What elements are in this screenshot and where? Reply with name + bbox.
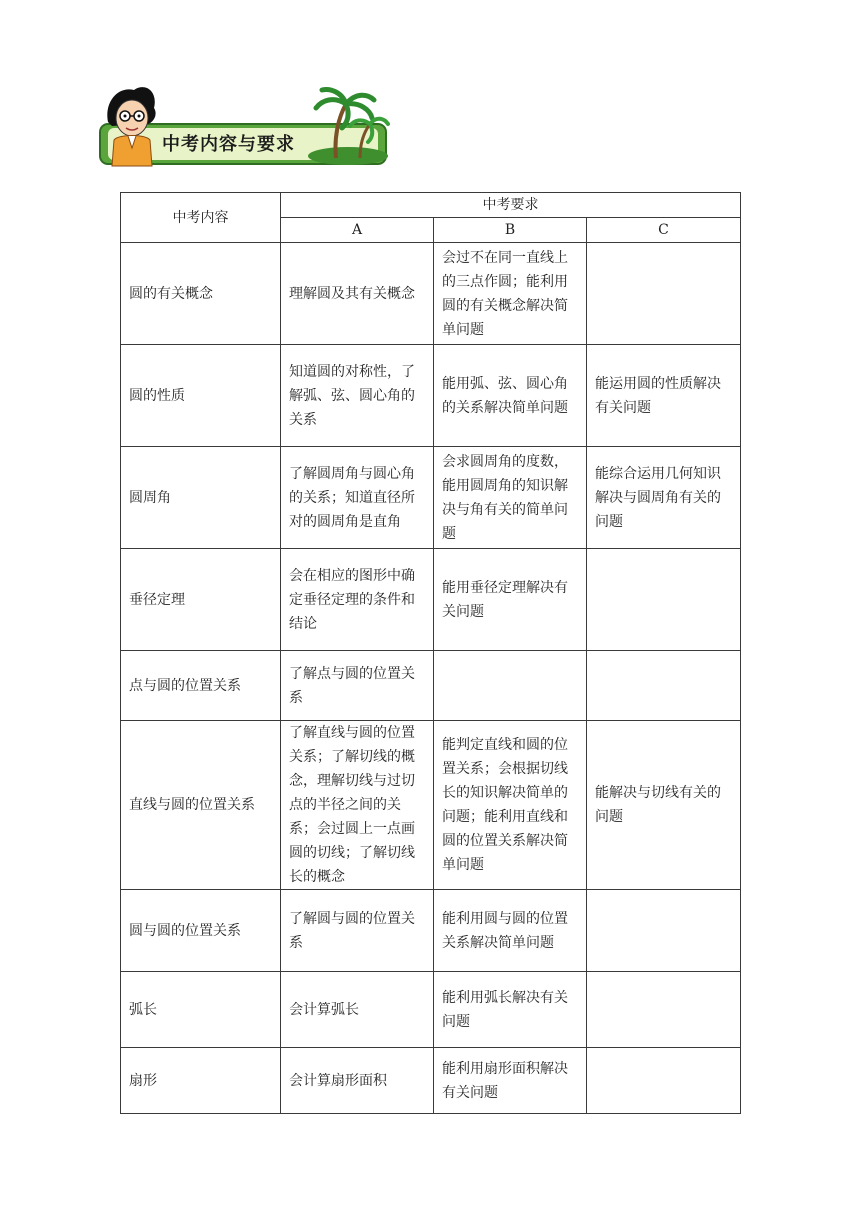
table-row: [121, 1048, 741, 1114]
row-level-b: 能用垂径定理解决有关问题: [434, 549, 587, 651]
table-row: [121, 243, 741, 345]
row-level-a: 了解点与圆的位置关系: [281, 651, 434, 721]
row-topic: 圆的性质: [121, 345, 281, 447]
header-requirements: 中考要求: [281, 193, 741, 218]
row-level-a: 了解圆周角与圆心角的关系；知道直径所对的圆周角是直角: [281, 447, 434, 549]
row-topic: 点与圆的位置关系: [121, 651, 281, 721]
requirements-table: [120, 192, 741, 1114]
table-row: [121, 972, 741, 1048]
row-level-a: 理解圆及其有关概念: [281, 243, 434, 345]
row-topic: 直线与圆的位置关系: [121, 721, 281, 890]
row-level-b: [434, 651, 587, 721]
banner-illustration: [98, 78, 390, 170]
row-topic: 圆的有关概念: [121, 243, 281, 345]
row-level-a: 了解直线与圆的位置关系；了解切线的概念，理解切线与过切点的半径之间的关系；会过圆上一点画圆的切线；了解切线长的概念: [281, 721, 434, 890]
row-level-c: [587, 243, 741, 345]
table-row: [121, 890, 741, 972]
row-level-b: 能利用弧长解决有关问题: [434, 972, 587, 1048]
row-topic: 圆周角: [121, 447, 281, 549]
row-level-b: 能用弧、弦、圆心角的关系解决简单问题: [434, 345, 587, 447]
table-row: [121, 721, 741, 890]
row-level-c: [587, 972, 741, 1048]
header-content: 中考内容: [121, 193, 281, 243]
row-level-c: [587, 890, 741, 972]
banner-title: 中考内容与要求: [162, 134, 295, 155]
section-banner: [98, 78, 390, 170]
row-topic: 垂径定理: [121, 549, 281, 651]
table-row: [121, 345, 741, 447]
row-level-c: 能运用圆的性质解决有关问题: [587, 345, 741, 447]
row-level-c: 能综合运用几何知识解决与圆周角有关的问题: [587, 447, 741, 549]
row-level-b: 会求圆周角的度数，能用圆周角的知识解决与角有关的简单问题: [434, 447, 587, 549]
header-level-c: C: [587, 218, 741, 243]
row-topic: 扇形: [121, 1048, 281, 1114]
row-level-b: 能判定直线和圆的位置关系；会根据切线长的知识解决简单的问题；能利用直线和圆的位置关系解决简单问题: [434, 721, 587, 890]
row-level-b: 能利用圆与圆的位置关系解决简单问题: [434, 890, 587, 972]
header-level-b: B: [434, 218, 587, 243]
row-level-c: [587, 1048, 741, 1114]
row-topic: 圆与圆的位置关系: [121, 890, 281, 972]
row-level-c: [587, 549, 741, 651]
table-row: [121, 549, 741, 651]
row-level-a: 会在相应的图形中确定垂径定理的条件和结论: [281, 549, 434, 651]
row-level-c: [587, 651, 741, 721]
row-level-a: 了解圆与圆的位置关系: [281, 890, 434, 972]
row-topic: 弧长: [121, 972, 281, 1048]
table-row: [121, 447, 741, 549]
row-level-a: 会计算弧长: [281, 972, 434, 1048]
row-level-a: 知道圆的对称性，了解弧、弦、圆心角的关系: [281, 345, 434, 447]
row-level-b: 能利用扇形面积解决有关问题: [434, 1048, 587, 1114]
row-level-a: 会计算扇形面积: [281, 1048, 434, 1114]
table-row: [121, 651, 741, 721]
row-level-b: 会过不在同一直线上的三点作圆；能利用圆的有关概念解决简单问题: [434, 243, 587, 345]
header-level-a: A: [281, 218, 434, 243]
row-level-c: 能解决与切线有关的问题: [587, 721, 741, 890]
